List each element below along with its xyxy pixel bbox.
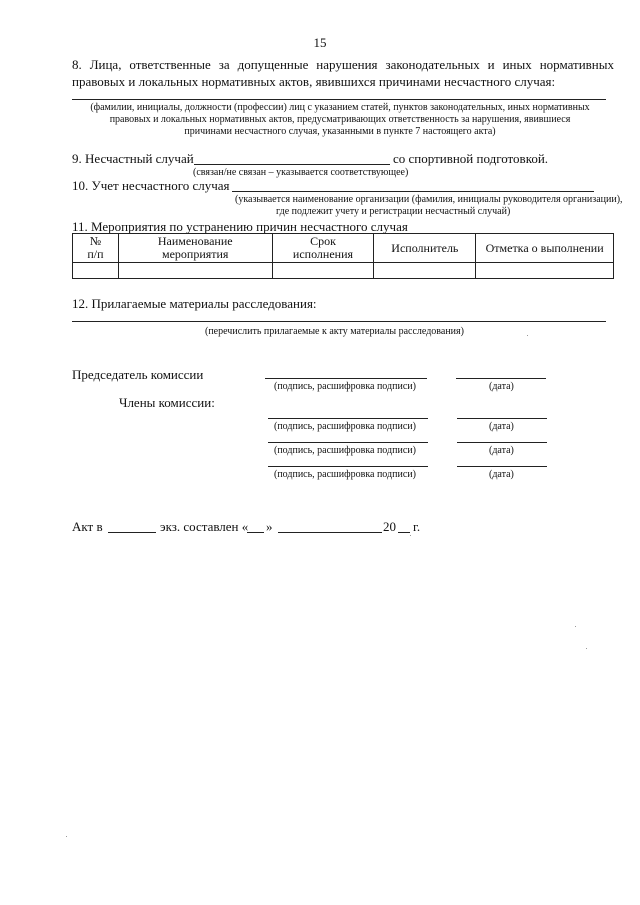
section8-hint1: (фамилии, инициалы, должности (профессии) лиц с указанием статей, пунктов законодательных, иных нормативных: [90, 102, 590, 113]
section9-fill-line[interactable]: [194, 164, 390, 165]
table-cell[interactable]: [476, 263, 614, 279]
chairman-sign-hint: (подпись, расшифровка подписи): [274, 381, 416, 392]
member3-date-hint: (дата): [489, 469, 514, 480]
member3-sign-line[interactable]: [268, 466, 428, 467]
closing-act-in: Акт в: [72, 519, 103, 534]
col-measure-name-header: Наименование мероприятия: [118, 234, 272, 263]
measures-header-row: [73, 234, 614, 263]
table-cell[interactable]: [272, 263, 374, 279]
chairman-label: Председатель комиссии: [72, 367, 204, 382]
closing-year-prefix: 20: [383, 519, 396, 534]
table-row: [73, 263, 614, 279]
chairman-date-line[interactable]: [456, 378, 546, 379]
table-cell[interactable]: [73, 263, 119, 279]
member3-date-line[interactable]: [457, 466, 547, 467]
section8-hint2: правовых и локальных нормативных актов, предусматривающих ответственность за нарушения, явившиеся: [109, 114, 571, 125]
copies-count-line[interactable]: [108, 532, 156, 533]
scan-speck: [527, 335, 528, 336]
closing-quote-close: »: [266, 519, 273, 534]
month-line[interactable]: [278, 532, 382, 533]
section12-fill-line[interactable]: [72, 321, 606, 322]
section8-line1: 8. Лица, ответственные за допущенные нарушения законодательных и иных нормативных: [72, 57, 614, 72]
scan-speck: [575, 626, 576, 627]
col-deadline-header: Срок исполнения: [272, 234, 374, 263]
scan-speck: [586, 648, 587, 649]
measures-table: [72, 233, 614, 279]
section9-prefix: 9. Несчастный случай: [72, 151, 194, 166]
year-line[interactable]: [398, 532, 410, 533]
member1-date-line[interactable]: [457, 418, 547, 419]
section10-label: 10. Учет несчастного случая: [72, 178, 230, 193]
section8-fill-line[interactable]: [72, 99, 606, 100]
member3-sign-hint: (подпись, расшифровка подписи): [274, 469, 416, 480]
section9-hint: (связан/не связан – указывается соответствующее): [193, 167, 409, 178]
member1-sign-line[interactable]: [268, 418, 428, 419]
closing-copies: экз. составлен «: [160, 519, 249, 534]
member2-date-hint: (дата): [489, 445, 514, 456]
member2-sign-line[interactable]: [268, 442, 428, 443]
section10-hint1: (указывается наименование организации (фамилия, инициалы руководителя организации),: [235, 194, 623, 205]
section12-title: 12. Прилагаемые материалы расследования:: [72, 296, 317, 311]
section9-suffix: со спортивной подготовкой.: [393, 151, 549, 166]
section8-hint3: причинами несчастного случая, указанными в пункте 7 настоящего акта): [184, 126, 496, 137]
closing-year-suffix: г.: [413, 519, 421, 534]
members-label: Члены комиссии:: [119, 395, 215, 410]
col-completion-header: Отметка о выполнении: [476, 234, 614, 263]
day-line[interactable]: [247, 532, 264, 533]
section11-title: 11. Мероприятия по устранению причин несчастного случая: [72, 219, 408, 234]
section10-fill-line[interactable]: [232, 191, 594, 192]
member2-sign-hint: (подпись, расшифровка подписи): [274, 445, 416, 456]
chairman-date-hint: (дата): [489, 381, 514, 392]
section12-hint: (перечислить прилагаемые к акту материалы расследования): [205, 326, 464, 337]
member1-date-hint: (дата): [489, 421, 514, 432]
member1-sign-hint: (подпись, расшифровка подписи): [274, 421, 416, 432]
table-cell[interactable]: [118, 263, 272, 279]
table-cell[interactable]: [374, 263, 476, 279]
col-number-header: № п/п: [73, 234, 119, 263]
section8-line2: правовых и локальных нормативных актов, явившихся причинами несчастного случая:: [72, 74, 556, 89]
page-number: 15: [313, 35, 327, 50]
section10-hint2: где подлежит учету и регистрации несчастный случай): [276, 206, 511, 217]
scan-speck: [410, 535, 411, 536]
col-executor-header: Исполнитель: [374, 234, 476, 263]
chairman-sign-line[interactable]: [265, 378, 427, 379]
scan-speck: [66, 836, 67, 837]
member2-date-line[interactable]: [457, 442, 547, 443]
